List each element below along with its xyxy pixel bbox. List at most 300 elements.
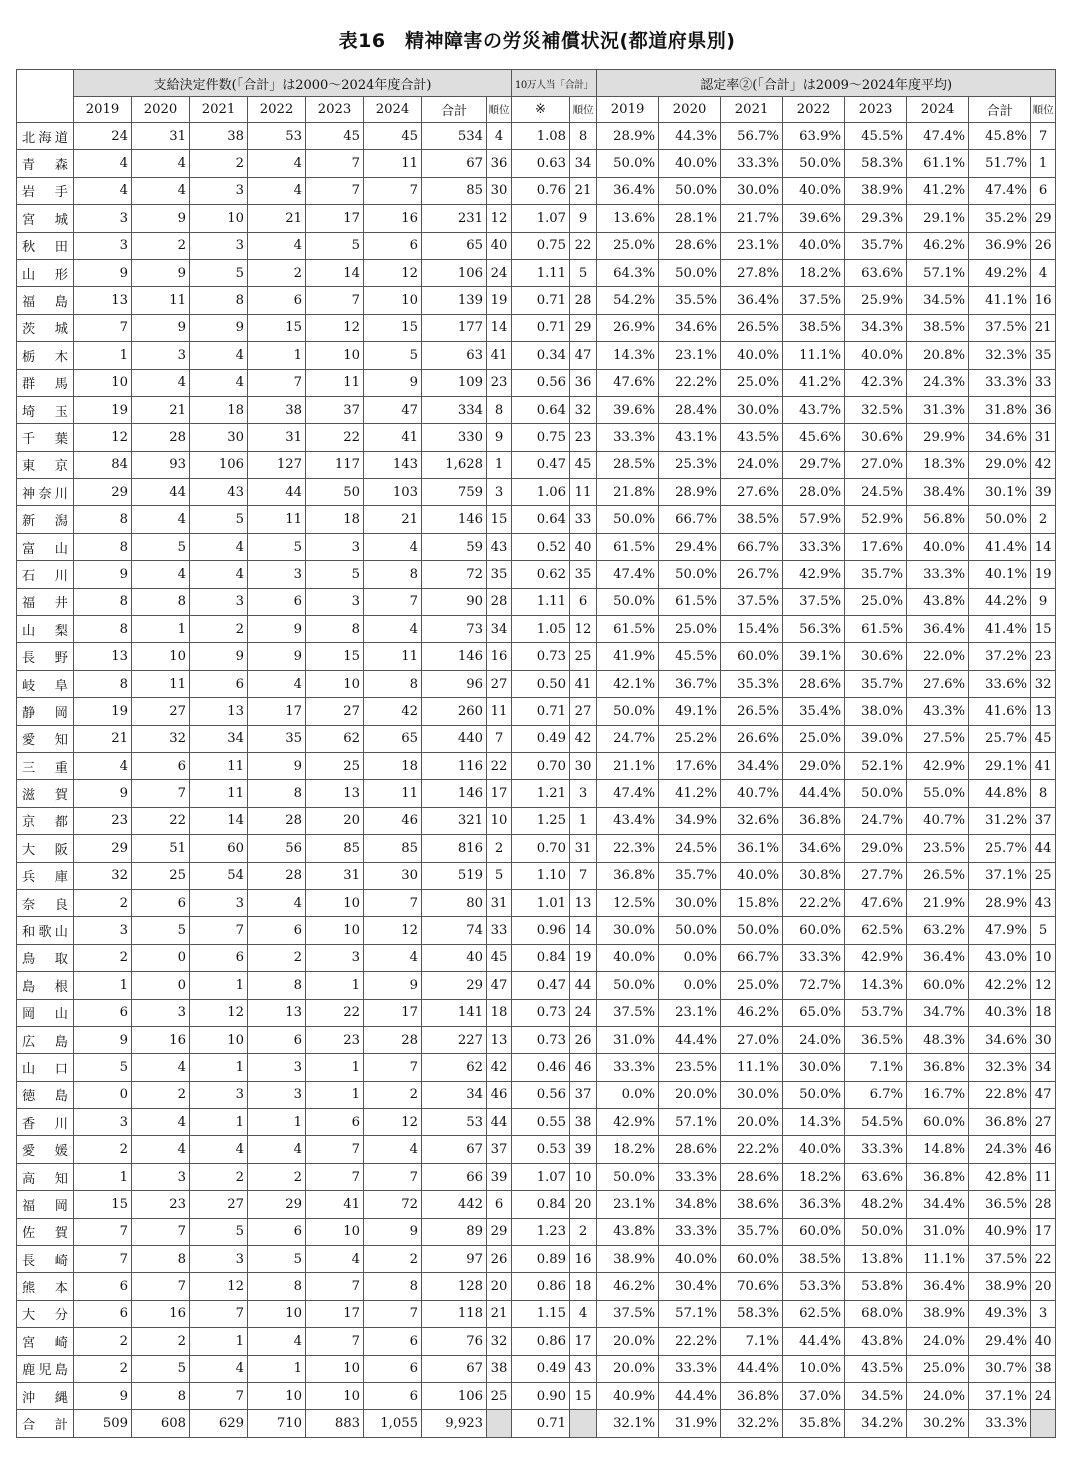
value-cell: 44.4% (659, 1026, 721, 1053)
value-cell: 1 (74, 1163, 132, 1190)
value-cell: 31.2% (969, 807, 1031, 834)
value-cell: 0.75 (512, 424, 570, 451)
value-cell: 4 (132, 150, 190, 177)
value-cell: 23.1% (597, 1191, 659, 1218)
value-cell: 42.1% (597, 670, 659, 697)
prefecture-name: 大分 (17, 1300, 74, 1327)
rank-cell: 11 (570, 479, 597, 506)
value-cell: 16.7% (907, 1081, 969, 1108)
value-cell: 6 (364, 232, 422, 259)
value-cell: 38.0% (845, 698, 907, 725)
table-row (17, 1355, 1056, 1382)
table-row (17, 561, 1056, 588)
value-cell: 33.3% (597, 1054, 659, 1081)
value-cell: 7 (364, 1300, 422, 1327)
value-cell: 17 (248, 698, 306, 725)
table-row (17, 889, 1056, 916)
value-cell: 1.06 (512, 479, 570, 506)
value-cell: 39.6% (783, 205, 845, 232)
value-cell: 0 (132, 972, 190, 999)
value-cell: 46.2% (597, 1273, 659, 1300)
value-cell: 1 (306, 1081, 364, 1108)
value-cell: 1 (190, 1054, 248, 1081)
value-cell: 28.6% (659, 1136, 721, 1163)
value-cell: 26.5% (907, 862, 969, 889)
value-cell: 28.0% (783, 479, 845, 506)
value-cell: 4 (190, 561, 248, 588)
value-cell: 0.76 (512, 177, 570, 204)
prefecture-name: 富山 (17, 533, 74, 560)
value-cell: 0.0% (659, 944, 721, 971)
rank-cell: 19 (570, 944, 597, 971)
value-cell: 28 (364, 1026, 422, 1053)
rank-cell: 40 (570, 533, 597, 560)
value-cell: 103 (364, 479, 422, 506)
value-cell: 30.0% (721, 1081, 783, 1108)
value-cell: 32.6% (721, 807, 783, 834)
rank-cell: 17 (487, 780, 512, 807)
value-cell: 0.49 (512, 725, 570, 752)
rank-cell: 12 (570, 616, 597, 643)
value-cell: 41 (364, 424, 422, 451)
value-cell: 50.0% (783, 150, 845, 177)
value-cell: 4 (190, 1136, 248, 1163)
value-cell: 3 (248, 1054, 306, 1081)
table-row (17, 369, 1056, 396)
value-cell: 18 (190, 396, 248, 423)
value-cell: 47.4% (597, 561, 659, 588)
prefecture-name: 秋田 (17, 232, 74, 259)
value-cell: 36.5% (969, 1191, 1031, 1218)
value-cell: 45.5% (659, 643, 721, 670)
value-cell: 43 (190, 479, 248, 506)
rank-cell: 41 (487, 342, 512, 369)
value-cell: 4 (190, 369, 248, 396)
rank-cell: 46 (570, 1054, 597, 1081)
value-cell: 24.7% (597, 725, 659, 752)
table-row (17, 643, 1056, 670)
value-cell: 5 (190, 506, 248, 533)
value-cell: 7.1% (845, 1054, 907, 1081)
value-cell: 38.9% (969, 1273, 1031, 1300)
value-cell: 8 (248, 780, 306, 807)
value-cell: 44.2% (969, 588, 1031, 615)
rank-cell: 21 (1031, 314, 1056, 341)
value-cell: 29.1% (969, 752, 1031, 779)
value-cell: 4 (132, 177, 190, 204)
value-cell: 38.9% (597, 1246, 659, 1273)
value-cell: 39.6% (597, 396, 659, 423)
prefecture-name: 福岡 (17, 1191, 74, 1218)
value-cell: 62 (422, 1054, 487, 1081)
value-cell: 4 (248, 232, 306, 259)
value-cell: 33.3% (969, 1410, 1031, 1437)
prefecture-name: 鹿児島 (17, 1355, 74, 1382)
rank-cell: 4 (1031, 259, 1056, 286)
value-cell: 3 (74, 917, 132, 944)
value-cell: 9 (248, 752, 306, 779)
value-cell: 39.0% (845, 725, 907, 752)
value-cell: 31.0% (597, 1026, 659, 1053)
value-cell: 7 (306, 1328, 364, 1355)
value-cell: 12 (74, 424, 132, 451)
table-row (17, 1273, 1056, 1300)
value-cell: 10 (364, 287, 422, 314)
value-cell: 6 (190, 670, 248, 697)
value-cell: 14 (306, 259, 364, 286)
rank-cell: 1 (570, 807, 597, 834)
table-row (17, 1246, 1056, 1273)
value-cell: 28.4% (659, 396, 721, 423)
prefecture-name: 徳島 (17, 1081, 74, 1108)
rank-cell: 23 (487, 369, 512, 396)
value-cell: 29.0% (845, 835, 907, 862)
rank-cell: 38 (570, 1109, 597, 1136)
value-cell: 23 (132, 1191, 190, 1218)
table-row (17, 424, 1056, 451)
rank-cell: 35 (570, 561, 597, 588)
value-cell: 84 (74, 451, 132, 478)
value-cell: 22 (306, 999, 364, 1026)
value-cell: 30.0% (721, 177, 783, 204)
value-cell: 260 (422, 698, 487, 725)
rank-cell: 39 (487, 1163, 512, 1190)
value-cell: 66.7% (721, 533, 783, 560)
prefecture-name: 合計 (17, 1410, 74, 1437)
value-cell: 21.8% (597, 479, 659, 506)
value-cell: 14.3% (597, 342, 659, 369)
value-cell: 40.0% (845, 342, 907, 369)
value-cell: 28.6% (659, 232, 721, 259)
value-cell: 18.2% (783, 1163, 845, 1190)
value-cell: 1 (190, 972, 248, 999)
value-cell: 7 (364, 588, 422, 615)
value-cell: 8 (132, 1382, 190, 1409)
rank-cell: 13 (1031, 698, 1056, 725)
table-row (17, 1026, 1056, 1053)
value-cell: 27.0% (721, 1026, 783, 1053)
rank-cell: 46 (1031, 1136, 1056, 1163)
value-cell: 63 (422, 342, 487, 369)
value-cell: 8 (248, 972, 306, 999)
rank-cell: 41 (1031, 752, 1056, 779)
value-cell: 50.0% (659, 259, 721, 286)
rank-cell: 42 (570, 725, 597, 752)
value-cell: 816 (422, 835, 487, 862)
value-cell: 0.53 (512, 1136, 570, 1163)
rank-cell: 39 (1031, 479, 1056, 506)
prefecture-name: 岩手 (17, 177, 74, 204)
value-cell: 759 (422, 479, 487, 506)
value-cell: 37.1% (969, 1382, 1031, 1409)
value-cell: 42 (364, 698, 422, 725)
rank-cell: 21 (570, 177, 597, 204)
value-cell: 1 (74, 342, 132, 369)
table-row (17, 287, 1056, 314)
value-cell: 10 (132, 643, 190, 670)
value-cell: 54.5% (845, 1109, 907, 1136)
value-cell: 0.84 (512, 944, 570, 971)
value-cell: 29.9% (907, 424, 969, 451)
value-cell: 534 (422, 123, 487, 150)
value-cell: 1.07 (512, 205, 570, 232)
rank-cell: 44 (487, 1109, 512, 1136)
value-cell: 7 (306, 177, 364, 204)
value-cell: 4 (248, 177, 306, 204)
value-cell: 3 (132, 999, 190, 1026)
value-cell: 42.9% (907, 752, 969, 779)
value-cell: 11 (364, 643, 422, 670)
value-cell: 4 (74, 150, 132, 177)
rank-cell: 46 (487, 1081, 512, 1108)
value-cell: 16 (132, 1300, 190, 1327)
value-cell: 18 (364, 752, 422, 779)
value-cell: 34.6% (969, 1026, 1031, 1053)
value-cell: 23.1% (659, 999, 721, 1026)
rank-cell: 11 (1031, 1163, 1056, 1190)
value-cell: 57.9% (783, 506, 845, 533)
table-row (17, 588, 1056, 615)
value-cell: 6 (248, 287, 306, 314)
value-cell: 7 (306, 150, 364, 177)
col-header-year: 2022 (248, 97, 306, 123)
value-cell: 35.5% (659, 287, 721, 314)
value-cell: 11 (248, 506, 306, 533)
value-cell: 1.01 (512, 889, 570, 916)
value-cell: 3 (190, 1081, 248, 1108)
value-cell: 0.34 (512, 342, 570, 369)
value-cell: 8 (364, 1273, 422, 1300)
value-cell: 4 (364, 616, 422, 643)
value-cell: 9 (364, 369, 422, 396)
value-cell: 2 (74, 944, 132, 971)
prefecture-name: 福島 (17, 287, 74, 314)
value-cell: 64.3% (597, 259, 659, 286)
value-cell: 57.1% (907, 259, 969, 286)
table-row (17, 835, 1056, 862)
value-cell: 7 (190, 1382, 248, 1409)
value-cell: 109 (422, 369, 487, 396)
value-cell: 41.1% (969, 287, 1031, 314)
value-cell: 28.6% (783, 670, 845, 697)
value-cell: 40.0% (783, 177, 845, 204)
value-cell: 60.0% (721, 1246, 783, 1273)
value-cell: 0.73 (512, 999, 570, 1026)
value-cell: 22 (306, 424, 364, 451)
value-cell: 34.2% (845, 1410, 907, 1437)
col-header-year: 2021 (190, 97, 248, 123)
table-row (17, 259, 1056, 286)
value-cell: 30.7% (969, 1355, 1031, 1382)
value-cell: 50.0% (845, 780, 907, 807)
value-cell: 57.1% (659, 1109, 721, 1136)
table-row (17, 1081, 1056, 1108)
value-cell: 4 (132, 369, 190, 396)
value-cell: 11 (132, 670, 190, 697)
value-cell: 30.6% (845, 424, 907, 451)
table-row (17, 616, 1056, 643)
value-cell: 32.3% (969, 342, 1031, 369)
value-cell: 25.9% (845, 287, 907, 314)
value-cell: 46.2% (721, 999, 783, 1026)
value-cell: 1,628 (422, 451, 487, 478)
value-cell: 50.0% (969, 506, 1031, 533)
value-cell: 52.9% (845, 506, 907, 533)
rank-cell: 16 (487, 643, 512, 670)
value-cell: 2 (364, 1246, 422, 1273)
value-cell: 61.5% (597, 533, 659, 560)
value-cell: 2 (190, 150, 248, 177)
rank-cell: 7 (1031, 123, 1056, 150)
rank-cell: 18 (1031, 999, 1056, 1026)
value-cell: 47.6% (597, 369, 659, 396)
value-cell: 74 (422, 917, 487, 944)
prefecture-name: 三重 (17, 752, 74, 779)
value-cell: 5 (74, 1054, 132, 1081)
value-cell: 28.1% (659, 205, 721, 232)
prefecture-name: 鳥取 (17, 944, 74, 971)
value-cell: 22.8% (969, 1081, 1031, 1108)
value-cell: 41.4% (969, 533, 1031, 560)
value-cell: 28.9% (969, 889, 1031, 916)
value-cell: 6 (190, 944, 248, 971)
prefecture-name: 埼玉 (17, 396, 74, 423)
prefecture-name: 奈良 (17, 889, 74, 916)
value-cell: 10 (248, 1300, 306, 1327)
value-cell: 89 (422, 1218, 487, 1245)
value-cell: 44.8% (969, 780, 1031, 807)
value-cell: 2 (248, 1163, 306, 1190)
value-cell: 227 (422, 1026, 487, 1053)
rank-cell: 16 (1031, 287, 1056, 314)
value-cell: 62.5% (783, 1300, 845, 1327)
value-cell: 13 (74, 287, 132, 314)
value-cell: 61.1% (907, 150, 969, 177)
value-cell: 25.0% (721, 972, 783, 999)
rank-cell: 9 (570, 205, 597, 232)
value-cell: 61.5% (597, 616, 659, 643)
value-cell: 60.0% (783, 917, 845, 944)
value-cell: 47.4% (597, 780, 659, 807)
value-cell: 4 (190, 533, 248, 560)
value-cell: 7 (190, 1300, 248, 1327)
value-cell: 40.0% (783, 1136, 845, 1163)
rank-cell: 12 (1031, 972, 1056, 999)
value-cell: 143 (364, 451, 422, 478)
value-cell: 8 (74, 506, 132, 533)
value-cell: 67 (422, 1136, 487, 1163)
rank-cell: 6 (1031, 177, 1056, 204)
value-cell: 117 (306, 451, 364, 478)
rank-cell: 38 (1031, 1355, 1056, 1382)
value-cell: 321 (422, 807, 487, 834)
value-cell: 2 (74, 889, 132, 916)
value-cell: 608 (132, 1410, 190, 1437)
value-cell: 11 (190, 752, 248, 779)
value-cell: 23.1% (659, 342, 721, 369)
value-cell: 36.7% (659, 670, 721, 697)
value-cell: 1.15 (512, 1300, 570, 1327)
value-cell: 0.62 (512, 561, 570, 588)
value-cell: 36.4% (907, 616, 969, 643)
value-cell: 23 (74, 807, 132, 834)
rank-cell: 5 (1031, 917, 1056, 944)
value-cell: 17 (306, 205, 364, 232)
value-cell: 36.8% (907, 1163, 969, 1190)
value-cell: 26.9% (597, 314, 659, 341)
value-cell: 40.0% (721, 862, 783, 889)
value-cell: 31 (132, 123, 190, 150)
value-cell: 34.5% (907, 287, 969, 314)
value-cell: 7.1% (721, 1328, 783, 1355)
value-cell: 3 (306, 533, 364, 560)
col-header-rank: 順位 (487, 97, 512, 123)
rank-cell: 28 (487, 588, 512, 615)
value-cell: 8 (364, 561, 422, 588)
value-cell: 3 (190, 177, 248, 204)
value-cell: 17.6% (659, 752, 721, 779)
value-cell: 22.2% (783, 889, 845, 916)
value-cell: 26.5% (721, 314, 783, 341)
rank-cell: 1 (487, 451, 512, 478)
value-cell: 25.0% (907, 1355, 969, 1382)
value-cell: 1 (248, 1355, 306, 1382)
value-cell: 11.1% (907, 1246, 969, 1273)
value-cell: 0.71 (512, 287, 570, 314)
rank-cell: 16 (570, 1246, 597, 1273)
value-cell: 35.2% (969, 205, 1031, 232)
value-cell: 7 (132, 1218, 190, 1245)
value-cell: 33.3% (659, 1355, 721, 1382)
value-cell: 29 (74, 479, 132, 506)
rank-cell: 32 (570, 396, 597, 423)
value-cell: 33.3% (659, 1218, 721, 1245)
value-cell: 45.8% (969, 123, 1031, 150)
value-cell: 60.0% (721, 643, 783, 670)
rank-cell: 5 (487, 862, 512, 889)
rank-cell: 17 (1031, 1218, 1056, 1245)
value-cell: 7 (364, 1054, 422, 1081)
value-cell: 12 (190, 999, 248, 1026)
prefecture-name: 長野 (17, 643, 74, 670)
value-cell: 4 (248, 150, 306, 177)
rank-cell: 19 (1031, 561, 1056, 588)
rank-cell: 26 (570, 1026, 597, 1053)
col-header-total: 合計 (422, 97, 487, 123)
value-cell: 1 (248, 1109, 306, 1136)
value-cell: 4 (364, 944, 422, 971)
rank-cell: 45 (487, 944, 512, 971)
table-row (17, 1218, 1056, 1245)
value-cell: 15 (74, 1191, 132, 1218)
value-cell: 41.6% (969, 698, 1031, 725)
value-cell: 10 (306, 1218, 364, 1245)
value-cell: 2 (248, 944, 306, 971)
value-cell: 61.5% (845, 616, 907, 643)
value-cell: 12 (306, 314, 364, 341)
rank-cell: 36 (1031, 396, 1056, 423)
value-cell: 50 (306, 479, 364, 506)
value-cell: 25.0% (845, 588, 907, 615)
rank-cell: 37 (570, 1081, 597, 1108)
value-cell: 29.0% (969, 451, 1031, 478)
value-cell: 13 (74, 643, 132, 670)
value-cell: 50.0% (597, 698, 659, 725)
value-cell: 50.0% (659, 177, 721, 204)
rank-cell: 15 (487, 506, 512, 533)
value-cell: 24 (74, 123, 132, 150)
col-header-year: 2020 (659, 97, 721, 123)
